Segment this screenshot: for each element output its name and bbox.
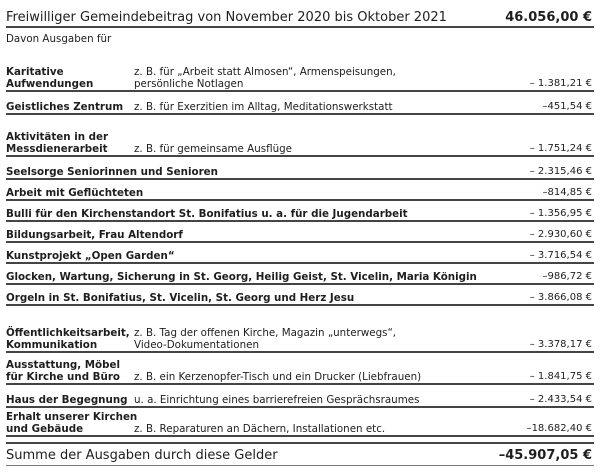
item-name: Karitative — [6, 66, 64, 78]
item-name: Öffentlichkeitsarbeit, — [6, 327, 130, 339]
table-row — [6, 95, 594, 115]
table-row — [6, 223, 594, 243]
sum-label: Summe der Ausgaben durch diese Gelder — [6, 448, 278, 463]
header-row — [6, 4, 594, 28]
item-description: persönliche Notlagen — [134, 78, 244, 90]
item-name: Ausstattung, Möbel — [6, 359, 121, 371]
table-row — [6, 244, 594, 264]
item-name: Orgeln in St. Bonifatius, St. Vicelin, St. Georg und Herz Jesu — [6, 292, 355, 304]
item-description: z. B. Reparaturen an Dächern, Installationen etc. — [134, 423, 386, 435]
item-name: Kommunikation — [6, 339, 98, 351]
intro-row — [6, 30, 594, 46]
item-name: Messdienerarbeit — [6, 143, 108, 155]
item-amount: –451,54 € — [542, 101, 592, 112]
item-name: Erhalt unserer Kirchen — [6, 411, 138, 423]
table-row — [6, 160, 594, 180]
item-amount: –18.682,40 € — [526, 423, 592, 434]
table-row — [6, 307, 594, 353]
table-row — [6, 118, 594, 157]
table-row — [6, 409, 594, 437]
item-amount: – 1.356,95 € — [529, 208, 592, 219]
sum-amount: –45.907,05 € — [498, 448, 592, 463]
item-description: Video-Dokumentationen — [134, 339, 259, 351]
item-amount: – 1.751,24 € — [529, 143, 592, 154]
item-name: Haus der Begegnung — [6, 394, 128, 406]
item-name: Aufwendungen — [6, 78, 94, 90]
item-description: u. a. Einrichtung eines barrierefreien Gesprächsraumes — [134, 394, 420, 406]
item-amount: – 2.315,46 € — [529, 166, 592, 177]
item-name: Aktivitäten in der — [6, 131, 109, 143]
table-row — [6, 181, 594, 201]
item-amount: – 2.930,60 € — [529, 229, 592, 240]
item-amount: – 1.841,75 € — [529, 371, 592, 382]
intro-text: Davon Ausgaben für — [6, 33, 112, 45]
item-amount: – 1.381,21 € — [529, 78, 592, 89]
item-description: z. B. für „Arbeit statt Almosen“, Armenspeisungen, — [134, 66, 396, 78]
footer-row — [6, 442, 594, 466]
item-name: und Gebäude — [6, 423, 84, 435]
item-name: Glocken, Wartung, Sicherung in St. Georg, Heilig Geist, St. Vicelin, Maria Königin — [6, 271, 477, 283]
item-description: z. B. ein Kerzenopfer-Tisch und ein Drucker (Liebfrauen) — [134, 371, 422, 383]
table-row — [6, 47, 594, 92]
item-name: Kunstprojekt „Open Garden“ — [6, 250, 175, 262]
page-title: Freiwilliger Gemeindebeitrag von November 2020 bis Oktober 2021 — [6, 10, 447, 25]
table-row — [6, 265, 594, 285]
item-amount: – 3.866,08 € — [529, 292, 592, 303]
header-amount: 46.056,00 € — [505, 10, 592, 25]
item-description: z. B. für Exerzitien im Alltag, Meditationswerkstatt — [134, 101, 393, 113]
table-row — [6, 388, 594, 408]
item-name: für Kirche und Büro — [6, 371, 121, 383]
item-name: Bulli für den Kirchenstandort St. Bonifatius u. a. für die Jugendarbeit — [6, 208, 408, 220]
item-amount: –814,85 € — [542, 187, 592, 198]
item-amount: –986,72 € — [542, 271, 592, 282]
item-name: Arbeit mit Geflüchteten — [6, 187, 144, 199]
table-row — [6, 202, 594, 222]
item-name: Geistliches Zentrum — [6, 101, 124, 113]
item-amount: – 2.433,54 € — [529, 394, 592, 405]
item-amount: – 3.378,17 € — [529, 339, 592, 350]
item-name: Bildungsarbeit, Frau Altendorf — [6, 229, 183, 241]
item-amount: – 3.716,54 € — [529, 250, 592, 261]
item-name: Seelsorge Seniorinnen und Senioren — [6, 166, 218, 178]
table-row — [6, 286, 594, 306]
item-description: z. B. für gemeinsame Ausflüge — [134, 143, 292, 155]
table-row — [6, 356, 594, 385]
item-description: z. B. Tag der offenen Kirche, Magazin „unterwegs“, — [134, 327, 397, 339]
